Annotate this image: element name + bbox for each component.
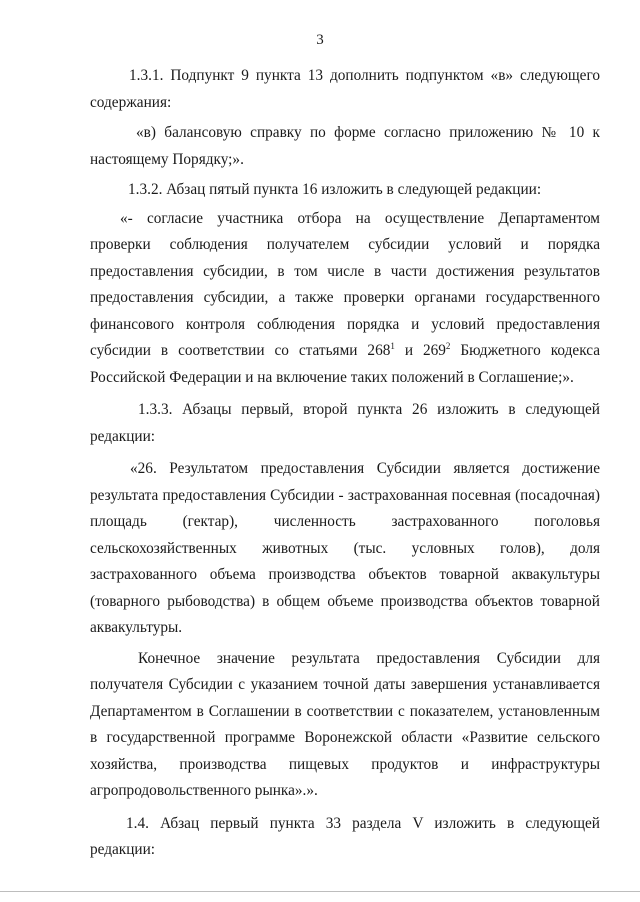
paragraph-consent-text-c: Бюджетного кодекса Российской Федерации и на включение таких положений в Соглашение;». xyxy=(90,342,601,386)
page-bottom-edge xyxy=(0,891,640,892)
footnote-sup-2: 2 xyxy=(445,340,451,351)
paragraph-consent-text-a: «- согласие участника отбора на осуществление Департаментом проверки соблюдения получателем субсидии условий и порядка предоставления субсидии, в том числе в части достижения результатов предоставления субсидии, а также проверки органами государственного финансового контроля соблюдения порядка и условий предоставления субсидии в соответствии со статьями 268 xyxy=(90,209,600,359)
footnote-sup-1: 1 xyxy=(390,340,395,351)
paragraph-consent-text-b: и 269 xyxy=(394,342,446,359)
page-number: 3 xyxy=(316,32,324,48)
paragraph-1-3-1: 1.3.1. Подпункт 9 пункта 13 дополнить подпунктом «в» следующего содержания: xyxy=(90,67,600,111)
paragraph-1-3-3: 1.3.3. Абзацы первый, второй пункта 26 изложить в следующей редакции: xyxy=(90,401,600,445)
paragraph-final-value: Конечное значение результата предоставления Субсидии для получателя Субсидии с указанием точной даты завершения устанавливается Департаментом в Соглашении в соответствии с показателем, установленным в государственной программе Воронежской области «Развитие сельского хозяйства, производства пищевых продуктов и инфраструктуры агропродовольственного рынка».». xyxy=(90,649,600,799)
paragraph-consent xyxy=(90,206,600,392)
paragraph-result-26: «26. Результатом предоставления Субсидии является достижение результата предоставления Субсидии - застрахованная посевная (посадочная) площадь (гектар), численность застрахованного поголовья сельскохозяйственных животных (тыс. условных голов), доля застрахованного объема производства объектов товарной аквакультуры (товарного рыбоводства) в общем объеме производства объектов товарной аквакультуры. xyxy=(90,460,600,636)
paragraph-1-4: 1.4. Абзац первый пункта 33 раздела V изложить в следующей редакции: xyxy=(90,814,600,858)
paragraph-balance-sheet: «в) балансовую справку по форме согласно приложению № 10 к настоящему Порядку;». xyxy=(90,124,600,168)
document-body xyxy=(90,63,600,866)
paragraph-1-3-2: 1.3.2. Абзац пятый пункта 16 изложить в следующей редакции: xyxy=(128,181,542,198)
